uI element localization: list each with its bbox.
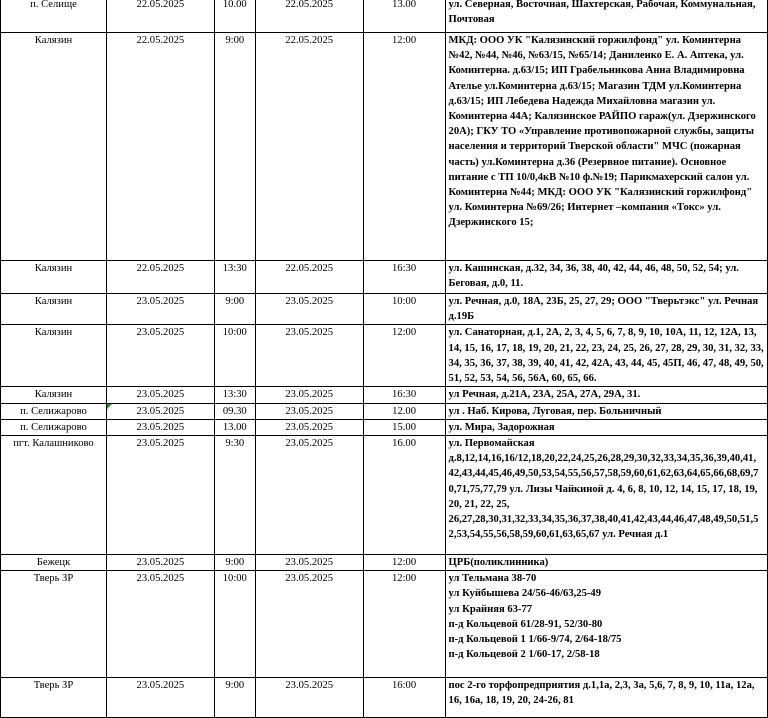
address-cell[interactable]: пос 2-го торфопредприятия д.1,1а, 2,3, 3а, 5,6, 7, 8, 9, 10, 11а, 12а, 16, 16а, 18, 19, 20, 24-26, 81 <box>445 678 767 718</box>
end-time-cell[interactable]: 15.00 <box>363 419 445 435</box>
start-date-cell[interactable]: 23.05.2025 <box>106 419 214 435</box>
table-row <box>1 419 768 435</box>
start-date-cell[interactable]: 22.05.2025 <box>106 261 214 294</box>
end-time-cell[interactable]: 12:00 <box>363 571 445 678</box>
address-line: 42,43,44,45,46,49,50,53,54,55,56,57,58,59,60,61,62,63,64,65,66,68,69,7 <box>448 468 759 480</box>
end-date-cell[interactable]: 23.05.2025 <box>255 555 363 571</box>
end-time-cell[interactable]: 16:30 <box>363 387 445 403</box>
locality-cell[interactable]: пгт. Калашниково <box>1 436 107 555</box>
end-time-cell[interactable]: 16.00 <box>363 436 445 555</box>
end-date-cell[interactable]: 22.05.2025 <box>255 261 363 294</box>
address-cell[interactable]: МКД: ООО УК "Калязинский горжилфонд" ул. Коминтерна №42, №44, №46, №63/15, №65/14; Даниленко Е. А. Аптека, ул. Коминтерна. д.63/15; ИП Грабельникова Анна Владимировна Ателье ул.Коминтерна д.63/15; Магазин ТДМ ул.Коминтерна д.63/15; ИП Лебедева Надежда Михайловна магазин ул. Коминтерна 44А; Калязинское РАЙПО гараж(ул. Дзержинского 20А); ГКУ ТО «Управление противопожарной службы, защиты населения и территорий Тверской области" МЧС (пожарная часть) ул.Коминтерна д.36 (Резервное питание). Основное питание с ТП 10/0,4кВ №10 ф.№19; Парикмахерский салон ул. Коминтерна №44; МКД: ООО УК "Калязинский горжилфонд" ул. Коминтерна №69/26; Интернет –компания «Токс» ул. Дзержинского 15; <box>445 33 767 261</box>
address-line: п-д Кольцевой 1 1/66-9/74, 2/64-18/75 <box>448 634 622 646</box>
locality-cell[interactable]: п. Селище <box>1 0 107 33</box>
address-cell[interactable]: ул. Кашинская, д.32, 34, 36, 38, 40, 42, 44, 46, 48, 50, 52, 54; ул. Беговая, д.0, 11. <box>445 261 767 294</box>
start-date-cell[interactable]: 23.05.2025 <box>106 555 214 571</box>
locality-cell[interactable]: Тверь ЗР <box>1 571 107 678</box>
start-time-cell[interactable]: 10:00 <box>214 325 255 387</box>
start-time-cell[interactable]: 10.00 <box>214 0 255 33</box>
locality-cell[interactable]: Калязин <box>1 294 107 325</box>
end-date-cell[interactable]: 23.05.2025 <box>255 571 363 678</box>
start-time-cell[interactable]: 13.00 <box>214 419 255 435</box>
end-time-cell[interactable]: 12:00 <box>363 33 445 261</box>
address-cell[interactable]: ул. Мира, Задорожная <box>445 419 767 435</box>
start-date-cell[interactable]: 23.05.2025 <box>106 678 214 718</box>
start-time-cell[interactable]: 9:00 <box>214 294 255 325</box>
start-date-cell[interactable]: 23.05.2025 <box>106 436 214 555</box>
table-row <box>1 436 768 555</box>
address-line: ул Крайняя 63-77 <box>448 603 533 615</box>
locality-cell[interactable]: Бежецк <box>1 555 107 571</box>
address-line: 2,53,54,55,56,58,59,60,61,63,65,67 ул. Речная д.1 <box>448 529 669 541</box>
end-time-cell[interactable]: 10:00 <box>363 294 445 325</box>
address-line: ул Тельмана 38-70 <box>448 573 537 585</box>
start-date-cell[interactable]: 23.05.2025 <box>106 294 214 325</box>
address-cell[interactable]: ЦРБ(поликлинника) <box>445 555 767 571</box>
start-time-cell[interactable]: 9:00 <box>214 555 255 571</box>
end-time-cell[interactable]: 16:30 <box>363 261 445 294</box>
table-row <box>1 261 768 294</box>
address-cell[interactable]: ул. Северная, Восточная, Шахтерская, Рабочая, Коммунальная, Почтовая <box>445 0 767 33</box>
table-row <box>1 0 768 33</box>
end-date-cell[interactable]: 23.05.2025 <box>255 436 363 555</box>
address-line: ул Куйбышева 24/56-46/63,25-49 <box>448 588 601 600</box>
table-row <box>1 678 768 718</box>
locality-cell[interactable]: Калязин <box>1 33 107 261</box>
start-time-cell[interactable]: 9:00 <box>214 678 255 718</box>
table-row <box>1 555 768 571</box>
table-row <box>1 403 768 419</box>
start-date-cell[interactable]: 22.05.2025 <box>106 0 214 33</box>
locality-cell[interactable]: Калязин <box>1 325 107 387</box>
start-date-cell[interactable]: 22.05.2025 <box>106 33 214 261</box>
start-time-cell[interactable]: 9:00 <box>214 33 255 261</box>
end-date-cell[interactable]: 23.05.2025 <box>255 325 363 387</box>
end-time-cell[interactable]: 12.00 <box>363 403 445 419</box>
start-date-text: 23.05.2025 <box>136 405 185 417</box>
locality-cell[interactable]: п. Селижарово <box>1 419 107 435</box>
end-time-cell[interactable]: 13.00 <box>363 0 445 33</box>
start-date-cell[interactable] <box>106 403 214 419</box>
start-time-cell[interactable]: 13:30 <box>214 261 255 294</box>
address-cell[interactable] <box>445 571 767 678</box>
end-date-cell[interactable]: 22.05.2025 <box>255 0 363 33</box>
locality-cell[interactable]: Тверь ЗР <box>1 678 107 718</box>
table-row <box>1 325 768 387</box>
start-date-cell[interactable]: 23.05.2025 <box>106 387 214 403</box>
start-time-cell[interactable]: 13:30 <box>214 387 255 403</box>
start-date-cell[interactable]: 23.05.2025 <box>106 571 214 678</box>
locality-cell[interactable]: Калязин <box>1 261 107 294</box>
end-date-cell[interactable]: 22.05.2025 <box>255 33 363 261</box>
table-row <box>1 571 768 678</box>
end-date-cell[interactable]: 23.05.2025 <box>255 294 363 325</box>
end-date-cell[interactable]: 23.05.2025 <box>255 403 363 419</box>
table-row <box>1 294 768 325</box>
comment-marker-icon <box>107 404 112 409</box>
locality-cell[interactable]: Калязин <box>1 387 107 403</box>
end-date-cell[interactable]: 23.05.2025 <box>255 419 363 435</box>
start-date-cell[interactable]: 23.05.2025 <box>106 325 214 387</box>
start-time-cell[interactable]: 09.30 <box>214 403 255 419</box>
start-time-cell[interactable]: 10:00 <box>214 571 255 678</box>
end-time-cell[interactable]: 16:00 <box>363 678 445 718</box>
address-line: д.8,12,14,16,16/12,18,20,22,24,25,26,28,29,30,32,33,34,35,36,39,40,41, <box>448 453 757 465</box>
address-line: п-д Кольцевой 2 1/60-17, 2/58-18 <box>448 649 600 661</box>
address-cell[interactable] <box>445 436 767 555</box>
end-date-cell[interactable]: 23.05.2025 <box>255 678 363 718</box>
address-line: п-д Кольцевой 61/28-91, 52/30-80 <box>448 618 603 630</box>
address-line: 26,27,28,30,31,32,33,34,35,36,37,38,40,41,42,43,44,46,47,48,49,50,51,5 <box>448 514 759 526</box>
address-cell[interactable]: ул Речная, д.21А, 23А, 25А, 27А, 29А, 31. <box>445 387 767 403</box>
end-time-cell[interactable]: 12:00 <box>363 325 445 387</box>
address-line: 20, 21, 22, 25, <box>448 498 510 510</box>
locality-cell[interactable]: п. Селижарово <box>1 403 107 419</box>
end-date-cell[interactable]: 23.05.2025 <box>255 387 363 403</box>
address-cell[interactable]: ул. Речная, д.0, 18А, 23Б, 25, 27, 29; ООО "Тверьтэкс" ул. Речная д.19Б <box>445 294 767 325</box>
end-time-cell[interactable]: 12:00 <box>363 555 445 571</box>
address-cell[interactable]: ул. Санаторная, д.1, 2А, 2, 3, 4, 5, 6, 7, 8, 9, 10, 10А, 11, 12, 12А, 13, 14, 15, 16, 17, 18, 19, 20, 21, 22, 23, 24, 25, 26, 27, 28, 29, 30, 31, 32, 33, 34, 35, 36, 37, 38, 39, 40, 41, 42, 42А, 43, 44, 45, 45П, 46, 47, 48, 49, 50, 51, 52, 53, 54, 56, 56А, 60, 65, 66. <box>445 325 767 387</box>
address-cell[interactable]: ул . Наб. Кирова, Луговая, пер. Больничный <box>445 403 767 419</box>
address-line: 0,71,75,77,79 ул. Лизы Чайкиной д. 4, 6, 8, 10, 12, 14, 15, 17, 18, 19, <box>448 483 758 495</box>
table-row <box>1 33 768 261</box>
address-line: ул. Первомайская <box>448 438 535 450</box>
table-row <box>1 387 768 403</box>
start-time-cell[interactable]: 9:30 <box>214 436 255 555</box>
